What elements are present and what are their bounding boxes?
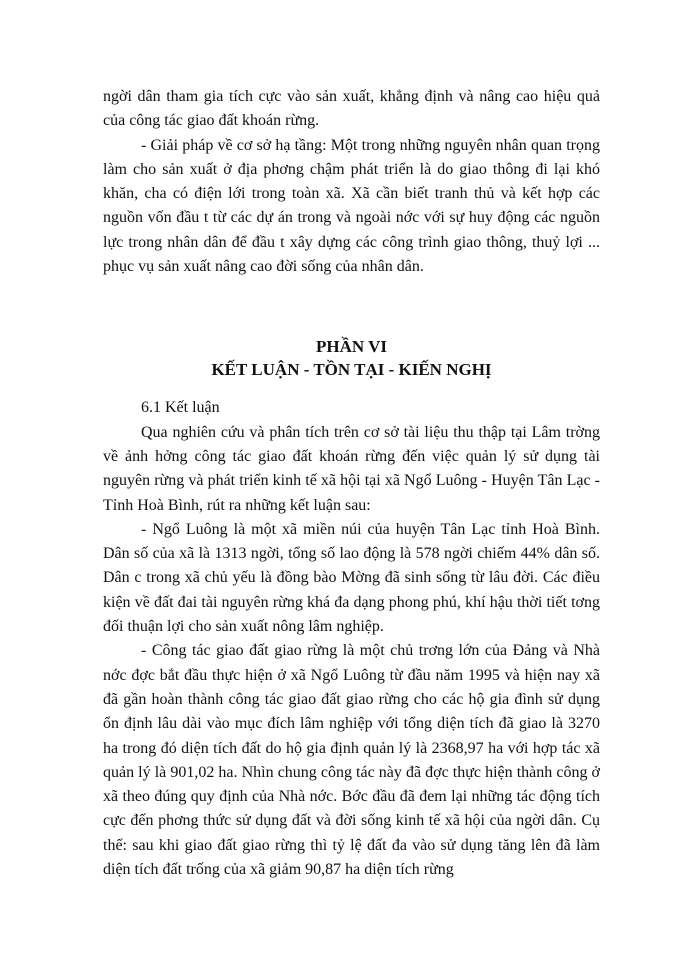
- paragraph-continuation: ngời dân tham gia tích cực vào sản xuất, khẳng định và nâng cao hiệu quả của công tác giao đất khoán rừng.: [103, 88, 600, 130]
- document-page: [103, 85, 600, 882]
- section-spacer: [103, 279, 600, 335]
- part-heading: PHẦN VI: [316, 337, 387, 357]
- paragraph-intro: Qua nghiên cứu và phân tích trên cơ sở tài liệu thu thập tại Lâm trờng về ảnh hởng công tác giao đất khoán rừng đến việc quản lý sử dụng tài nguyên rừng và phát triển kinh tế xã hội tại xã Ngổ Luông - Huyện Tân Lạc - Tỉnh Hoà Bình, rút ra những kết luận sau:: [103, 423, 600, 514]
- chapter-title: KẾT LUẬN - TỒN TẠI - KIẾN NGHỊ: [211, 360, 492, 380]
- paragraph-commune-overview: - Ngổ Luông là một xã miền núi của huyện Tân Lạc tỉnh Hoà Bình. Dân số của xã là 1313 ngời, tổng số lao động là 578 ngời chiếm 44% dân số. Dân c trong xã chủ yếu là đồng bào Mờng đã sinh sống từ lâu đời. Các điều kiện về đất đai tài nguyên rừng khá đa dạng phong phú, khí hậu thời tiết tơng đối thuận lợi cho sản xuất nông lâm nghiệp.: [103, 520, 600, 636]
- paragraph-infrastructure-solution: - Giải pháp về cơ sở hạ tầng: Một trong những nguyên nhân quan trọng làm cho sản xuất ở địa phơng chậm phát triển là do giao thông đi lại khó khăn, cha có điện lới trong toàn xã. Xã cần biết tranh thủ và kết hợp các nguồn vốn đầu t từ các dự án trong và ngoài nớc với sự huy động các nguồn lực trong nhân dân để đầu t xây dựng các công trình giao thông, thuỷ lợi ... phục vụ sản xuất nâng cao đời sống của nhân dân.: [103, 136, 600, 276]
- paragraph-land-allocation: - Công tác giao đất giao rừng là một chủ trơng lớn của Đảng và Nhà nớc đợc bắt đầu thực hiện ở xã Ngổ Luông từ đầu năm 1995 và hiện nay xã đã gần hoàn thành công tác giao đất giao rừng cho các hộ gia đình sử dụng ổn định lâu dài vào mục đích lâm nghiệp với tổng diện tích đã giao là 3270 ha trong đó diện tích đất do hộ gia định quản lý là 2368,97 ha với hợp tác xã quản lý là 901,02 ha. Nhìn chung công tác này đã đợc thực hiện thành công ở xã theo đúng quy định của Nhà nớc. Bớc đầu đã đem lại những tác động tích cực đến phơng thức sử dụng đất và đời sống kinh tế xã hội của ngời dân. Cụ thể: sau khi giao đất giao rừng thì tỷ lệ đất đa vào sử dụng tăng lên đã làm diện tích đất trống của xã giảm 90,87 ha diện tích rừng: [103, 642, 600, 879]
- section-title: 6.1 Kết luận: [141, 399, 220, 417]
